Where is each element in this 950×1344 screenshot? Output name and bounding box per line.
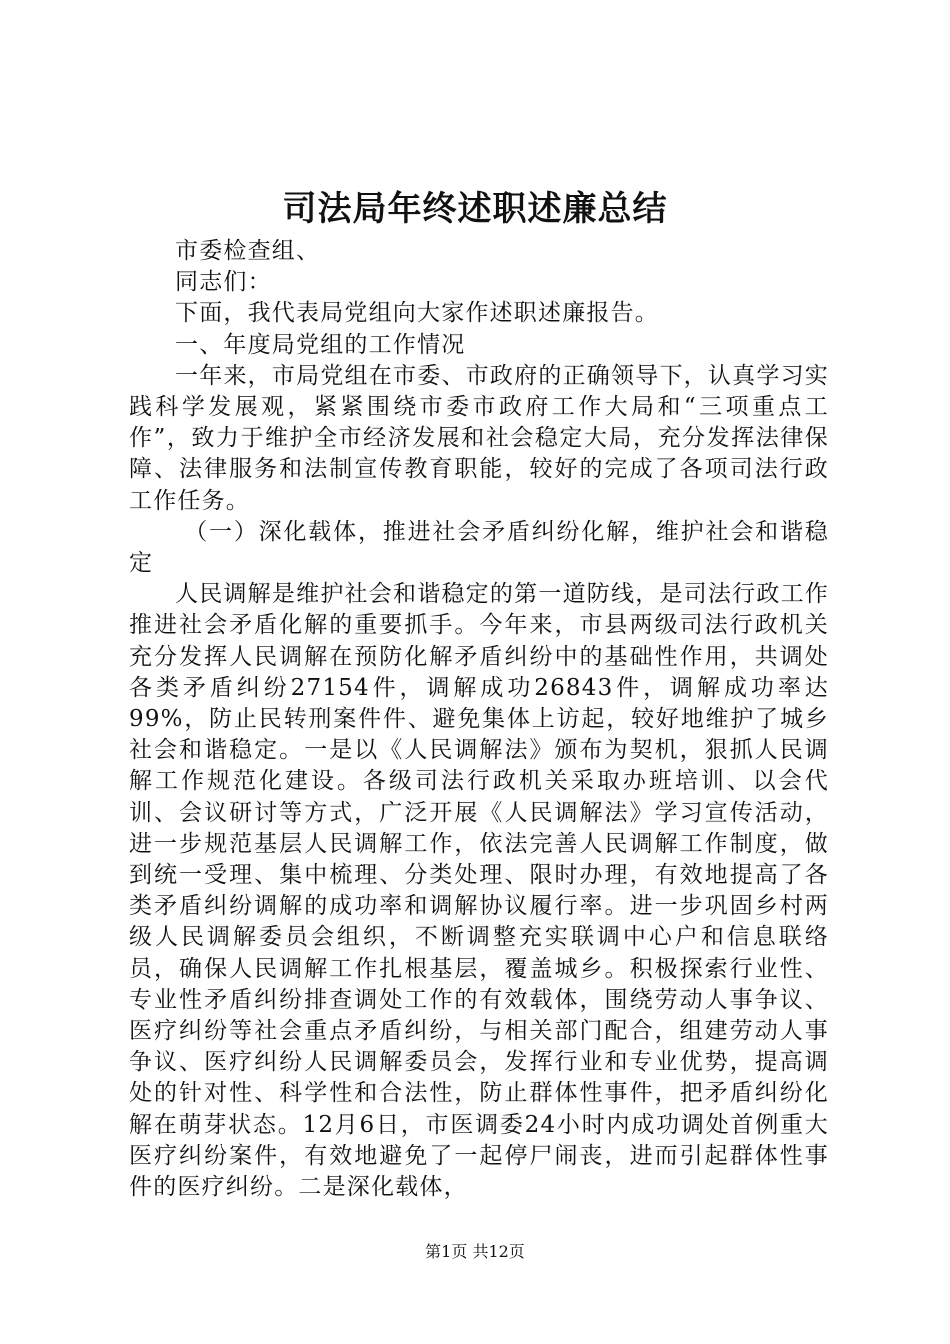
- body-paragraph: 一年来，市局党组在市委、市政府的正确领导下，认真学习实践科学发展观，紧紧围绕市委市政府工作大局和“三项重点工作”，致力于维护全市经济发展和社会稳定大局，充分发挥法律保障、法律服务和法制宣传教育职能，较好的完成了各项司法行政工作任务。: [129, 362, 829, 514]
- page-footer: 第1页 共12页: [425, 1242, 525, 1261]
- intro-paragraph: 下面，我代表局党组向大家作述职述廉报告。: [175, 300, 659, 327]
- section-heading: 一、年度局党组的工作情况: [175, 331, 466, 358]
- document-title: 司法局年终述职述廉总结: [282, 189, 668, 229]
- document-body: [129, 236, 829, 1203]
- salutation-line: 市委检查组、: [175, 238, 321, 264]
- subsection-heading: （一）深化载体，推进社会矛盾纠纷化解，维护社会和谐稳定: [129, 518, 829, 577]
- body-paragraph: 人民调解是维护社会和谐稳定的第一道防线，是司法行政工作推进社会矛盾化解的重要抓手。今年来，市县两级司法行政机关充分发挥人民调解在预防化解矛盾纠纷中的基础性作用，共调处各类矛盾纠纷27154件，调解成功26843件，调解成功率达99%，防止民转刑案件件、避免集体上访起，较好地维护了城乡社会和谐稳定。一是以《人民调解法》颁布为契机，狠抓人民调解工作规范化建设。各级司法行政机关采取办班培训、以会代训、会议研讨等方式，广泛开展《人民调解法》学习宣传活动，进一步规范基层人民调解工作，依法完善人民调解工作制度，做到统一受理、集中梳理、分类处理、限时办理，有效地提高了各类矛盾纠纷调解的成功率和调解协议履行率。进一步巩固乡村两级人民调解委员会组织，不断调整充实联调中心户和信息联络员，确保人民调解工作扎根基层，覆盖城乡。积极探索行业性、专业性矛盾纠纷排查调处工作的有效载体，围绕劳动人事争议、医疗纠纷等社会重点矛盾纠纷，与相关部门配合，组建劳动人事争议、医疗纠纷人民调解委员会，发挥行业和专业优势，提高调处的针对性、科学性和合法性，防止群体性事件，把矛盾纠纷化解在萌芽状态。12月6日，市医调委24小时内成功调处首例重大医疗纠纷案件，有效地避免了一起停尸闹丧，进而引起群体性事件的医疗纠纷。二是深化载体，: [129, 581, 829, 1201]
- salutation-line: 同志们：: [175, 269, 272, 296]
